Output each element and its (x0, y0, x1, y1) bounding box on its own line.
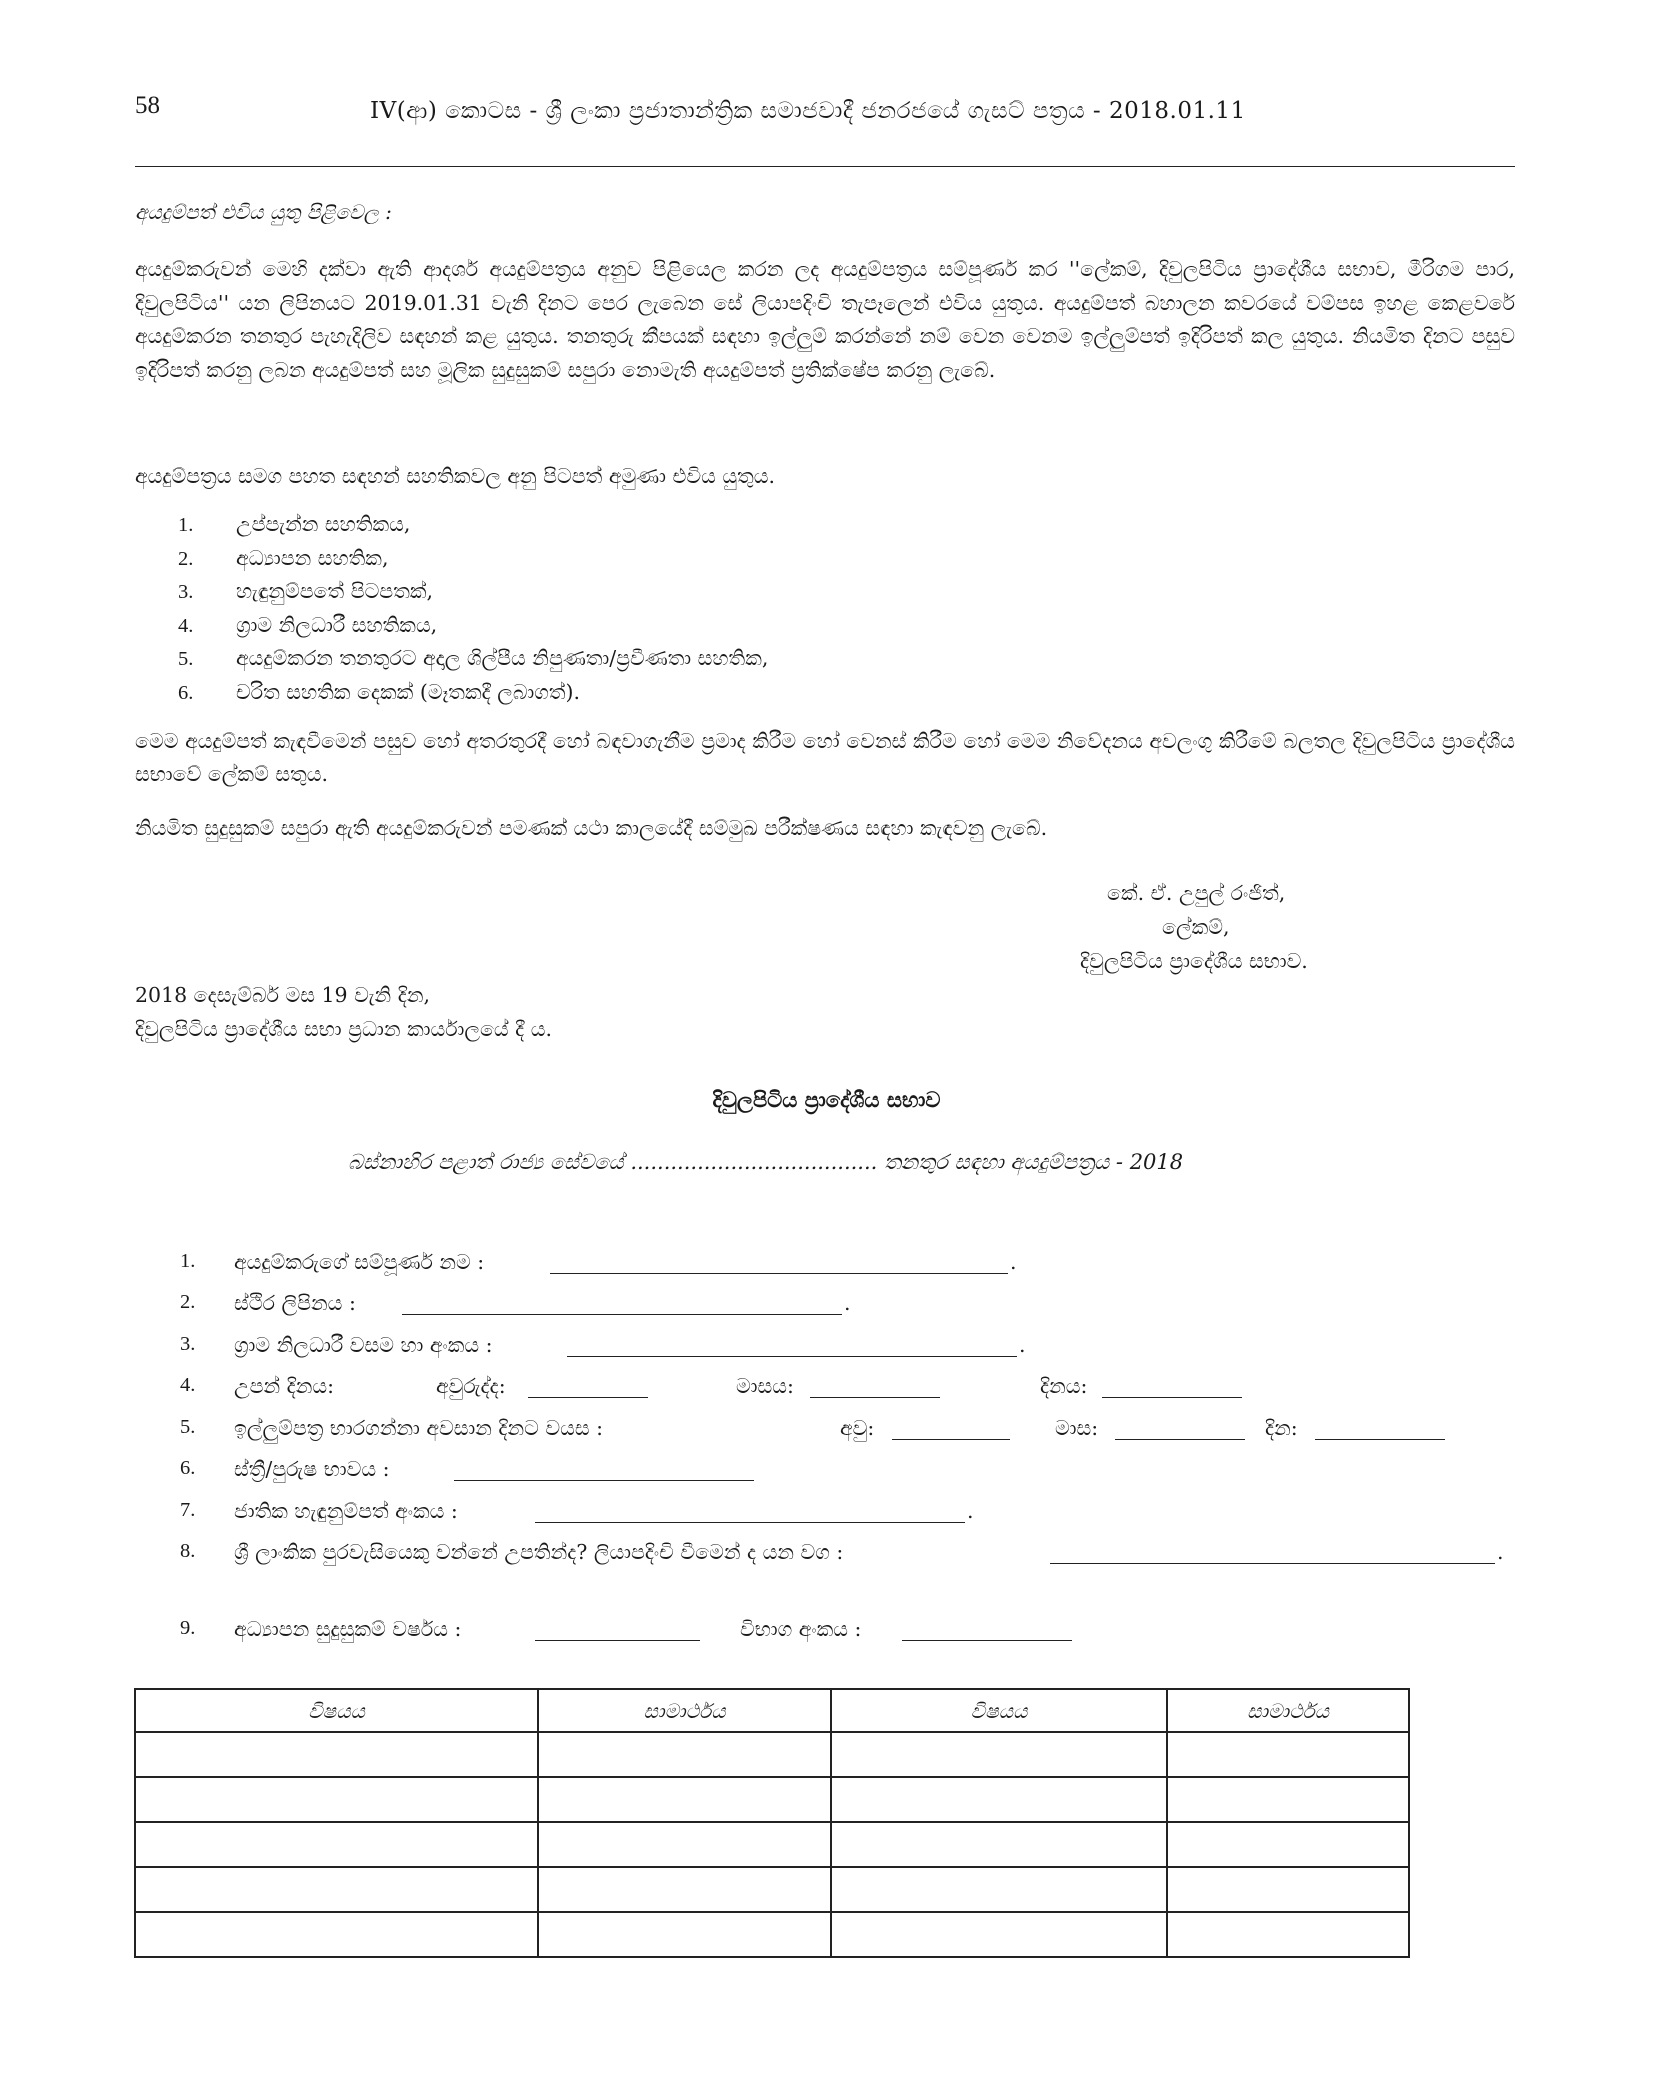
field-label: අධ්‍යාපන සුදුසුකම් වර්ෂය : (234, 1617, 462, 1641)
table-cell[interactable] (831, 1777, 1167, 1822)
form-subheading: බස්නාහිර පළාත් රාජ්‍ය සේවයේ ..................................... තනතුර සඳහා අයදුම්පත්‍රය - 2018 (348, 1150, 1184, 1174)
table-row (135, 1867, 1409, 1912)
field-label: ජාතික හැඳුනුම්පත් අංකය : (234, 1499, 458, 1523)
requirement-item (178, 609, 768, 643)
section-heading: අයදුම්පත් එවිය යුතු පිළිවෙල : (135, 200, 392, 224)
table-row (135, 1822, 1409, 1867)
field-number: 9. (180, 1617, 196, 1639)
requirement-text: උප්පැන්න සහතිකය, (236, 512, 411, 536)
table-cell[interactable] (538, 1732, 831, 1777)
table-cell[interactable] (831, 1867, 1167, 1912)
field-number: 5. (180, 1416, 196, 1438)
field-label: ඉල්ලුම්පත්‍ර භාරගන්නා අවසාන දිනට වයස : (234, 1416, 604, 1440)
table-cell[interactable] (1167, 1867, 1409, 1912)
requirement-number: 4. (178, 614, 194, 637)
field-number: 8. (180, 1540, 196, 1562)
requirement-item (178, 542, 768, 576)
requirement-text: ග්‍රාම නිලධාරී සහතිකය, (236, 612, 438, 637)
fill-line[interactable] (1050, 1563, 1495, 1564)
table-cell[interactable] (831, 1822, 1167, 1867)
requirements-list (178, 508, 768, 709)
field-terminator: . (967, 1499, 974, 1523)
fill-line[interactable] (535, 1640, 700, 1641)
table-row (135, 1912, 1409, 1957)
table-cell[interactable] (1167, 1822, 1409, 1867)
age-months-label: මාස: (1055, 1416, 1099, 1440)
table-cell[interactable] (1167, 1777, 1409, 1822)
field-terminator: . (1010, 1250, 1017, 1274)
field-number: 2. (180, 1291, 196, 1313)
age-days-label: දින: (1265, 1416, 1298, 1440)
requirement-number: 1. (178, 514, 194, 536)
form-field-gn-division (180, 1333, 1080, 1367)
table-cell[interactable] (831, 1732, 1167, 1777)
fill-line[interactable] (902, 1640, 1072, 1641)
form-field-gender (180, 1457, 1080, 1491)
year-label: අවුරුද්ද: (436, 1374, 506, 1398)
submission-instructions: අයදුම්කරුවන් මෙහි දක්වා ඇති ආදර්ශ අයදුම්පත්‍රය අනුව පිළියෙල කරන ලද අයදුම්පත්‍රය සම්පූර්ණ කර ''ලේකම්, දිවුලපිටිය ප්‍රාදේශීය සභාව, මීරිගම පාර, දිවුලපිටිය'' යන ලිපිනයට 2019.01.31 වැනි දිනට පෙර ලැබෙන සේ ලියාපදිංචි තැපෑලෙන් එවිය යුතුය. අයදුම්පත් බහාලන කවරයේ වම්පස ඉහළ කෙළවරේ අයදුම්කරන තනතුර පැහැදිලිව සඳහන් කළ යුතුය. තනතුරු කීපයක් සඳහා ඉල්ලුම් කරන්නේ නම් වෙන වෙනම ඉල්ලුම්පත් ඉදිරිපත් කල යුතුය. නියමිත දිනට පසුව ඉදිරිපත් කරනු ලබන අයදුම්පත් සහ මූලික සුදුසුකම් සපුරා නොමැති අයදුම්පත් ප්‍රතික්ෂේප කරනු ලැබේ. (135, 257, 1515, 382)
field-number: 3. (180, 1333, 196, 1355)
month-label: මාසය: (736, 1374, 794, 1398)
fill-line[interactable] (1102, 1397, 1242, 1398)
table-cell[interactable] (538, 1777, 831, 1822)
signatory-title: ලේකම්, (1162, 915, 1230, 939)
table-cell[interactable] (135, 1732, 538, 1777)
requirement-number: 5. (178, 648, 194, 670)
page-number: 58 (135, 92, 160, 119)
table-cell[interactable] (135, 1867, 538, 1912)
signatory-name: කේ. ඒ. උපුල් රංජිත්, (1107, 881, 1286, 905)
gazette-header-title: IV(ආ) කොටස - ශ්‍රී ලංකා ප්‍රජාතාන්ත්‍රික සමාජවාදී ජනරජයේ ගැසට් පත්‍රය - 2018.01.11 (370, 98, 1246, 124)
field-label: උපන් දිනය: (234, 1374, 335, 1398)
field-number: 7. (180, 1499, 196, 1521)
column-header-subject: විෂයය (135, 1689, 538, 1732)
column-header-subject: විෂයය (831, 1689, 1167, 1732)
requirement-number: 2. (178, 547, 194, 570)
fill-line[interactable] (535, 1522, 965, 1523)
requirement-text: හැඳුනුම්පතේ පිටපතක්, (236, 579, 433, 603)
fill-line[interactable] (892, 1439, 1010, 1440)
form-field-nic (180, 1499, 1080, 1533)
form-field-address (180, 1291, 1080, 1325)
table-cell[interactable] (1167, 1912, 1409, 1957)
table-cell[interactable] (135, 1912, 538, 1957)
exam-index-label: විභාග අංකය : (740, 1617, 862, 1641)
table-row (135, 1732, 1409, 1777)
requirement-number: 3. (178, 581, 194, 603)
fill-line[interactable] (1315, 1439, 1445, 1440)
day-label: දිනය: (1040, 1374, 1088, 1398)
form-field-exam (180, 1617, 1180, 1651)
requirement-item (178, 642, 768, 676)
interview-paragraph: නියමිත සුදුසුකම් සපුරා ඇති අයදුම්කරුවන් පමණක් යථා කාලයේදී සම්මුඛ පරීක්ෂණය සඳහා කැඳවනු ලැබේ. (135, 816, 1048, 840)
column-header-grade: සාමාර්ථය (1167, 1689, 1409, 1732)
table-cell[interactable] (135, 1777, 538, 1822)
table-cell[interactable] (538, 1822, 831, 1867)
age-years-label: අවු: (840, 1416, 875, 1440)
issue-date: 2018 දෙසැම්බර් මස 19 වැනි දින, (135, 983, 430, 1007)
requirement-item (178, 575, 768, 609)
table-cell[interactable] (831, 1912, 1167, 1957)
requirement-text: චරිත සහතික දෙකක් (මෑතකදී ලබාගත්). (236, 679, 581, 704)
requirement-item (178, 676, 768, 710)
fill-line[interactable] (528, 1397, 648, 1398)
field-label: ශ්‍රී ලාංකික පුරවැසියෙකු වන්නේ උපතින්ද? ලියාපදිංචි වීමෙන් ද යන වග : (234, 1540, 844, 1564)
requirement-text: අධ්‍යාපන සහතික, (236, 545, 389, 570)
table-row (135, 1777, 1409, 1822)
field-label: අයදුම්කරුගේ සම්පූර්ණ නම : (234, 1250, 485, 1274)
field-number: 6. (180, 1457, 196, 1479)
field-terminator: . (844, 1291, 851, 1315)
results-table (134, 1688, 1410, 1958)
field-label: ස්ථිර ලිපිනය : (234, 1291, 356, 1315)
requirements-intro: අයදුම්පත්‍රය සමග පහත සඳහන් සහතිකවල අනු පිටපත් අමුණා එවිය යුතුය. (135, 464, 775, 488)
table-header-row (135, 1689, 1409, 1732)
table-cell[interactable] (538, 1912, 831, 1957)
field-terminator: . (1497, 1540, 1504, 1564)
field-terminator: . (1019, 1333, 1026, 1357)
form-field-citizenship (180, 1540, 1510, 1574)
fill-line[interactable] (810, 1397, 940, 1398)
table-cell[interactable] (538, 1867, 831, 1912)
field-label: ස්ත්‍රී/පුරුෂ භාවය : (234, 1457, 390, 1481)
form-field-full-name (180, 1250, 1080, 1284)
requirement-text: අයදුම්කරන තනතුරට අදාල ශිල්පීය නිපුණතා/ප්‍රවීණතා සහතික, (236, 646, 769, 670)
issue-place: දිවුලපිටිය ප්‍රාදේශීය සභා ප්‍රධාන කාර්යාලයේ දී ය. (135, 1017, 553, 1041)
form-heading: දිවුලපිටිය ප්‍රාදේශීය සභාව (712, 1087, 941, 1112)
signatory-organization: දිවුලපිටිය ප්‍රාදේශීය සභාව. (1080, 949, 1308, 973)
header-rule (135, 166, 1515, 167)
table-cell[interactable] (135, 1822, 538, 1867)
fill-line[interactable] (567, 1356, 1017, 1357)
table-cell[interactable] (1167, 1732, 1409, 1777)
authority-paragraph: මෙම අයදුම්පත් කැඳවීමෙන් පසුව හෝ අතරතුරදී හෝ බඳවාගැනීම ප්‍රමාද කිරීම හෝ වෙනස් කිරීම හෝ මෙම නිවේදනය අවලංගු කිරීමේ බලතල දිවුලපිටිය ප්‍රාදේශීය සභාවේ ලේකම් සතුය. (135, 729, 1515, 786)
field-number: 1. (180, 1250, 196, 1272)
requirement-number: 6. (178, 681, 194, 704)
field-label: ග්‍රාම නිලධාරී වසම හා අංකය : (234, 1333, 493, 1357)
form-field-date-of-birth (180, 1374, 1380, 1408)
field-number: 4. (180, 1374, 196, 1396)
column-header-grade: සාමාර්ථය (538, 1689, 831, 1732)
fill-line[interactable] (454, 1480, 754, 1481)
requirement-item (178, 508, 768, 542)
fill-line[interactable] (402, 1314, 842, 1315)
fill-line[interactable] (550, 1273, 1008, 1274)
fill-line[interactable] (1115, 1439, 1245, 1440)
form-field-age (180, 1416, 1430, 1450)
